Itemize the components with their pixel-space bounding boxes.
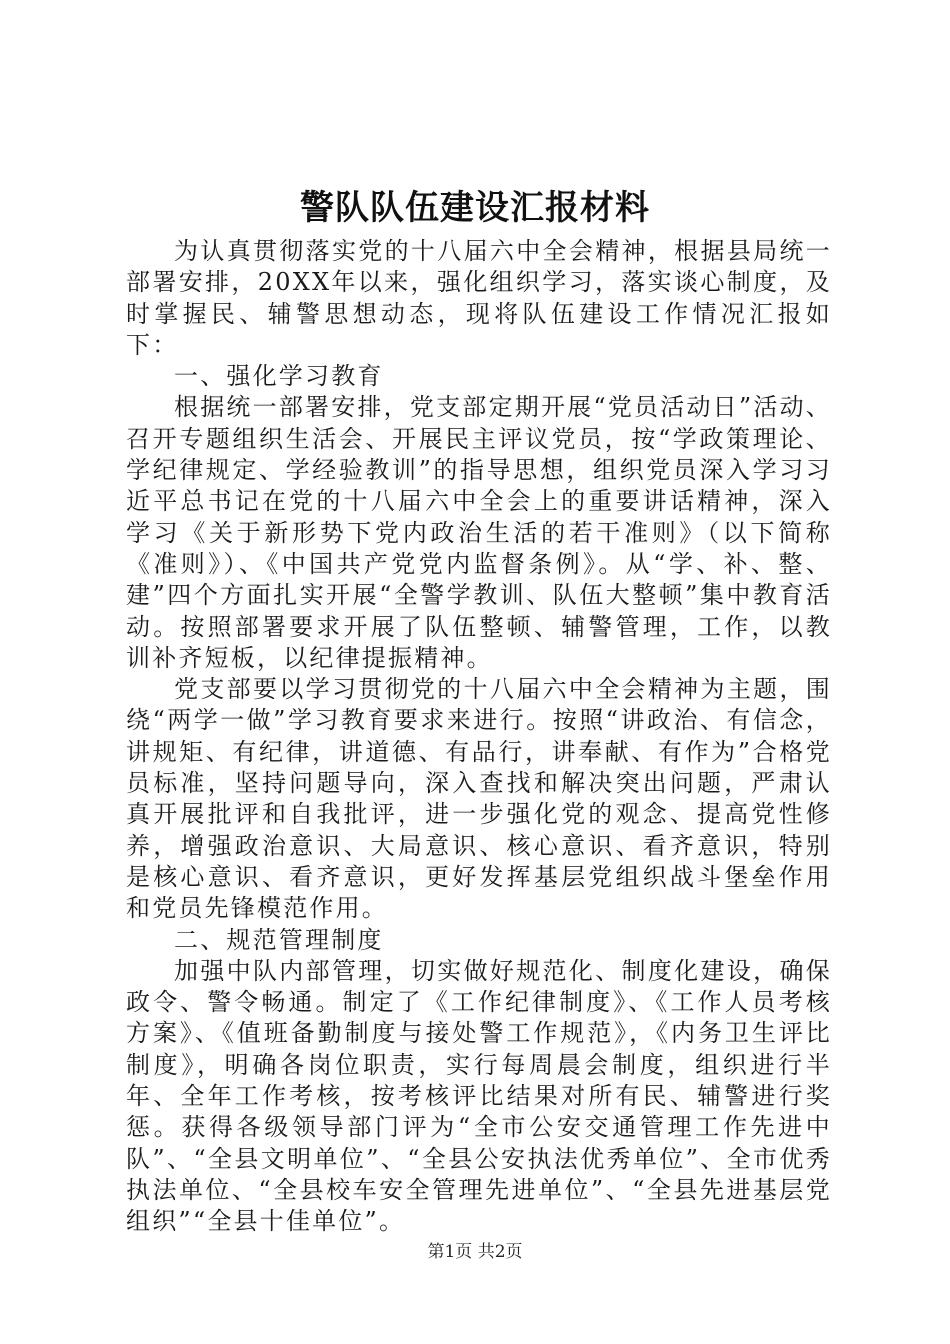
page-footer: 第1页 共2页 [427,1242,523,1262]
section-heading-study: 一、强化学习教育 [174,362,384,391]
study-paragraph-2: 党支部要以学习贯彻党的十八届六中全会精神为主题，围绕“两学一做”学习教育要求来进行。按照“讲政治、有信念，讲规矩、有纪律，讲道德、有品行，讲奉献、有作为”合格党员标准，坚持问题导向，深入查找和解决突出问题，严肃认真开展批评和自我批评，进一步强化党的观念、提高党性修养，增强政治意识、大局意识、核心意识、看齐意识，特别是核心意识、看齐意识，更好发挥基层党组织战斗堡垒作用和党员先锋模范作用。 [126,675,832,923]
management-paragraph-1: 加强中队内部管理，切实做好规范化、制度化建设，确保政令、警令畅通。制定了《工作纪律制度》、《工作人员考核方案》、《值班备勤制度与接处警工作规范》，《内务卫生评比制度》，明确各岗位职责，实行每周晨会制度，组织进行半年、全年工作考核，按考核评比结果对所有民、辅警进行奖惩。获得各级领导部门评为“全市公安交通管理工作先进中队”、“全县文明单位”、“全县公安执法优秀单位”、全市优秀执法单位、“全县校车安全管理先进单位”、“全县先进基层党组织”“全县十佳单位”。 [126,956,832,1236]
document-title: 警队队伍建设汇报材料 [300,188,650,228]
study-paragraph-1: 根据统一部署安排，党支部定期开展“党员活动日”活动、召开专题组织生活会、开展民主评议党员，按“学政策理论、学纪律规定、学经验教训”的指导思想，组织党员深入学习习近平总书记在党的十八届六中全会上的重要讲话精神，深入学习《关于新形势下党内政治生活的若干准则》（以下简称《准则》）、《中国共产党党内监督条例》。从“学、补、整、建”四个方面扎实开展“全警学教训、队伍大整顿”集中教育活动。按照部署要求开展了队伍整顿、辅警管理，工作，以教训补齐短板，以纪律提振精神。 [126,393,832,672]
intro-paragraph: 为认真贯彻落实党的十八届六中全会精神，根据县局统一部署安排，20XX年以来，强化组织学习，落实谈心制度，及时掌握民、辅警思想动态，现将队伍建设工作情况汇报如下： [126,237,832,359]
section-heading-management: 二、规范管理制度 [174,925,384,954]
document-body [126,236,832,1238]
